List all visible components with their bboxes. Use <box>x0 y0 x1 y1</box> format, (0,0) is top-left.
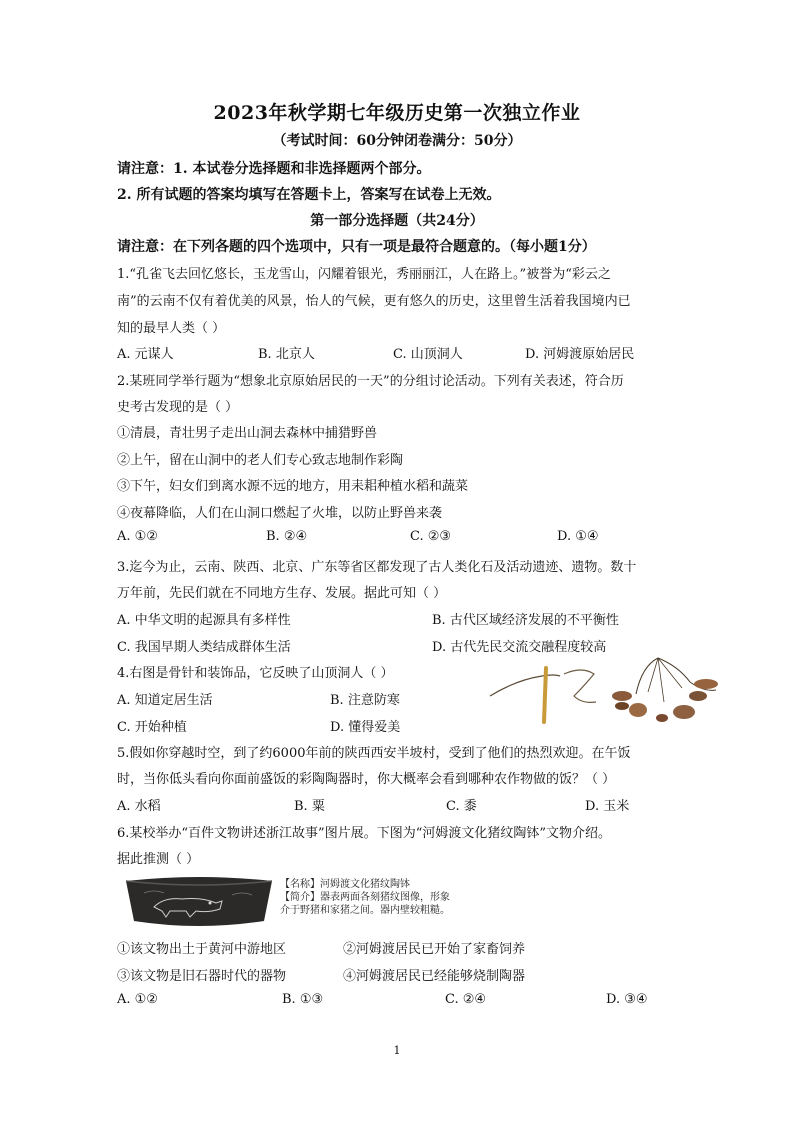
note-2: 2. 所有试题的答案均填写在答题卡上，答案写在试卷上无效。 <box>117 187 501 203</box>
q6-statement-3: ③该文物是旧石器时代的器物 <box>117 969 287 984</box>
q2-line-1: 2.某班同学举行题为“想象北京原始居民的一天”的分组讨论活动。下列有关表述，符合历 <box>117 374 624 389</box>
pig-pattern-pottery-bowl-image <box>124 873 274 931</box>
q6-statement-1: ①该文物出土于黄河中游地区 <box>117 942 287 957</box>
section-heading: 第一部分选择题（共24分） <box>310 213 484 229</box>
q2-option-b: B. ②④ <box>266 529 308 544</box>
q4-line-1: 4.右图是骨针和装饰品，它反映了山顶洞人（ ） <box>117 666 394 681</box>
q2-option-c: C. ②③ <box>410 529 452 544</box>
q3-line-1: 3.迄今为止，云南、陕西、北京、广东等省区都发现了古人类化石及活动遗迹、遗物。数十 <box>117 560 637 575</box>
q5-option-d: D. 玉米 <box>585 799 630 814</box>
q2-statement-1: ①清晨，青壮男子走出山洞去森林中捕猎野兽 <box>117 426 378 441</box>
artifact-card-line-2: 【简介】器表两面各刻猪纹图像，形象 <box>280 892 450 903</box>
section-instruction: 请注意：在下列各题的四个选项中，只有一项是最符合题意的。（每小题1分） <box>117 239 596 255</box>
artifact-info-card <box>280 878 510 918</box>
q1-line-2: 南”的云南不仅有着优美的风景，怡人的气候，更有悠久的历史，这里曾生活着我国境内已 <box>117 294 631 309</box>
q1-option-d: D. 河姆渡原始居民 <box>525 347 635 362</box>
q4-option-b: B. 注意防寒 <box>330 693 400 708</box>
q1-line-3: 知的最早人类（ ） <box>117 321 226 336</box>
exam-title: 2023年秋学期七年级历史第一次独立作业 <box>213 102 581 124</box>
q3-option-b: B. 古代区域经济发展的不平衡性 <box>432 613 619 628</box>
q4-option-c: C. 开始种植 <box>117 720 187 735</box>
q2-line-2: 史考古发现的是（ ） <box>117 400 239 415</box>
q6-option-a: A. ①② <box>117 992 158 1007</box>
q3-line-2: 万年前，先民们就在不同地方生存、发展。据此可知（ ） <box>117 586 447 601</box>
page-number: 1 <box>393 1044 401 1057</box>
q6-statement-2: ②河姆渡居民已开始了家畜饲养 <box>343 942 526 957</box>
q2-option-d: D. ①④ <box>557 529 599 544</box>
artifact-card-line-1: 【名称】河姆渡文化猪纹陶钵 <box>280 879 410 890</box>
q1-option-c: C. 山顶洞人 <box>393 347 463 362</box>
q4-option-d: D. 懂得爱美 <box>330 720 401 735</box>
note-1: 请注意：1. 本试卷分选择题和非选择题两个部分。 <box>117 161 431 177</box>
q6-option-c: C. ②④ <box>445 992 487 1007</box>
exam-subtitle: （考试时间：60分钟闭卷满分：50分） <box>272 133 522 149</box>
q6-option-b: B. ①③ <box>282 992 324 1007</box>
q3-option-a: A. 中华文明的起源具有多样性 <box>117 613 291 628</box>
q2-statement-3: ③下午，妇女们到离水源不远的地方，用耒耜种植水稻和蔬菜 <box>117 479 469 494</box>
q6-line-1: 6.某校举办“百件文物讲述浙江故事”图片展。下图为“河姆渡文化猪纹陶钵”文物介绍。 <box>117 826 611 841</box>
q2-statement-2: ②上午，留在山洞中的老人们专心致志地制作彩陶 <box>117 453 404 468</box>
q5-line-2: 时，当你低头看向你面前盛饭的彩陶陶器时，你大概率会看到哪种农作物做的饭？（ ） <box>117 772 616 787</box>
q5-option-a: A. 水稻 <box>117 799 161 814</box>
q5-line-1: 5.假如你穿越时空，到了约6000年前的陕西西安半坡村，受到了他们的热烈欢迎。在午饭 <box>117 746 631 761</box>
q1-option-a: A. 元谋人 <box>117 347 174 362</box>
q6-option-d: D. ③④ <box>606 992 648 1007</box>
q1-line-1: 1.“孔雀飞去回忆悠长，玉龙雪山，闪耀着银光，秀丽丽江，人在路上。”被誉为“彩云之 <box>117 267 611 282</box>
q2-option-a: A. ①② <box>117 529 158 544</box>
q1-option-b: B. 北京人 <box>258 347 315 362</box>
q5-option-c: C. 黍 <box>446 799 477 814</box>
artifact-card-line-3: 介于野猪和家猪之间。器内壁较粗糙。 <box>280 905 450 916</box>
q3-option-d: D. 古代先民交流交融程度较高 <box>432 640 607 655</box>
q2-statement-4: ④夜幕降临，人们在山洞口燃起了火堆，以防止野兽来袭 <box>117 506 443 521</box>
q3-option-c: C. 我国早期人类结成群体生活 <box>117 640 291 655</box>
q4-option-a: A. 知道定居生活 <box>117 693 213 708</box>
bone-needle-ornament-image <box>486 652 726 724</box>
q6-statement-4: ④河姆渡居民已经能够烧制陶器 <box>343 969 526 984</box>
q5-option-b: B. 粟 <box>294 799 325 814</box>
q6-line-2: 据此推测（ ） <box>117 852 200 867</box>
